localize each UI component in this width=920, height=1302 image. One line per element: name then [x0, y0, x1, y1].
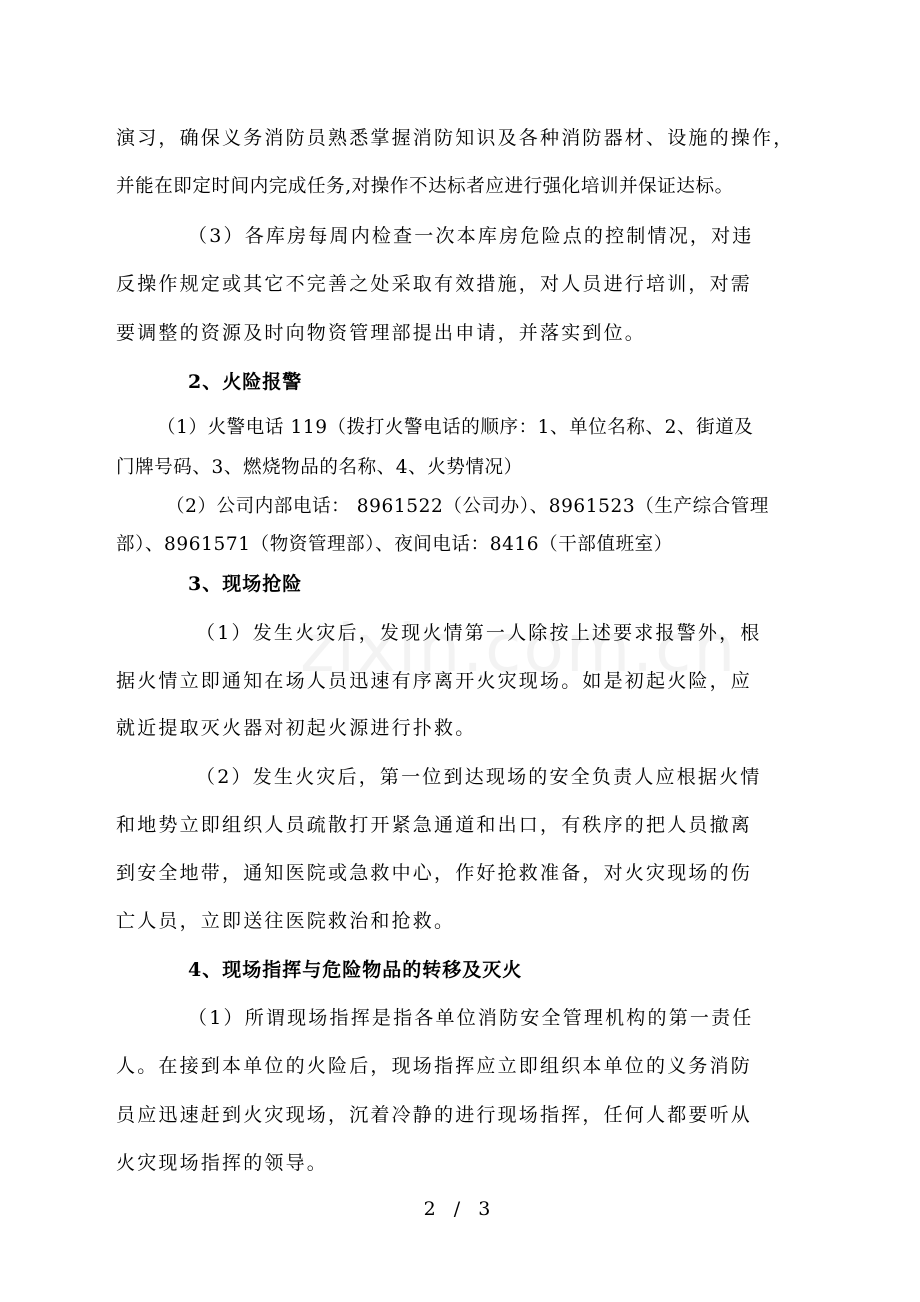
body-text-line: 并能在即定时间内完成任务,对操作不达标者应进行强化培训并保证达标。 [116, 176, 734, 197]
body-text-line: 门牌号码、3、燃烧物品的名称、4、火势情况） [116, 457, 523, 478]
section-heading: 3、现场抢险 [188, 573, 303, 595]
body-text-line: （1）发生火灾后，发现火情第一人除按上述要求报警外，根 [196, 622, 762, 644]
body-text-line: 员应迅速赶到火灾现场，沉着冷静的进行现场指挥，任何人都要听从 [116, 1104, 753, 1126]
body-text-line: 要调整的资源及时向物资管理部提出申请，并落实到位。 [116, 322, 647, 344]
body-text-line: （3）各库房每周内检查一次本库房危险点的控制情况，对违 [188, 225, 754, 247]
body-text-line: 部）、8961571（物资管理部）、夜间电话：8416（干部值班室） [116, 534, 673, 555]
section-heading: 4、现场指挥与危险物品的转移及灭火 [188, 959, 523, 981]
section-heading: 2、火险报警 [188, 371, 303, 393]
body-text-line: （2）发生火灾后，第一位到达现场的安全负责人应根据火情 [196, 766, 762, 788]
body-text-line: 和地势立即组织人员疏散打开紧急通道和出口，有秩序的把人员撤离 [116, 814, 753, 836]
body-text-line: 火灾现场指挥的领导。 [116, 1152, 329, 1174]
page-number: 2 / 3 [423, 1198, 497, 1220]
body-text-line: 据火情立即通知在场人员迅速有序离开火灾现场。如是初起火险，应 [116, 670, 753, 692]
body-text-line: 反操作规定或其它不完善之处采取有效措施，对人员进行培训，对需 [116, 273, 753, 295]
body-text-line: （2）公司内部电话： 8961522（公司办）、8961523（生产综合管理 [166, 496, 769, 517]
body-text-line: 就近提取灭火器对初起火源进行扑救。 [116, 717, 477, 739]
body-text-line: 人。在接到本单位的火险后，现场指挥应立即组织本单位的义务消防 [116, 1055, 753, 1077]
body-text-line: 演习，确保义务消防员熟悉掌握消防知识及各种消防器材、设施的操作， [116, 127, 795, 149]
body-text-line: （1）火警电话 119（拨打火警电话的顺序：1、单位名称、2、街道及 [157, 417, 754, 438]
body-text-line: 亡人员，立即送往医院救治和抢救。 [116, 910, 456, 932]
body-text-line: 到安全地带，通知医院或急救中心，作好抢救准备，对火灾现场的伤 [116, 862, 753, 884]
body-text-line: （1）所谓现场指挥是指各单位消防安全管理机构的第一责任 [188, 1007, 754, 1029]
